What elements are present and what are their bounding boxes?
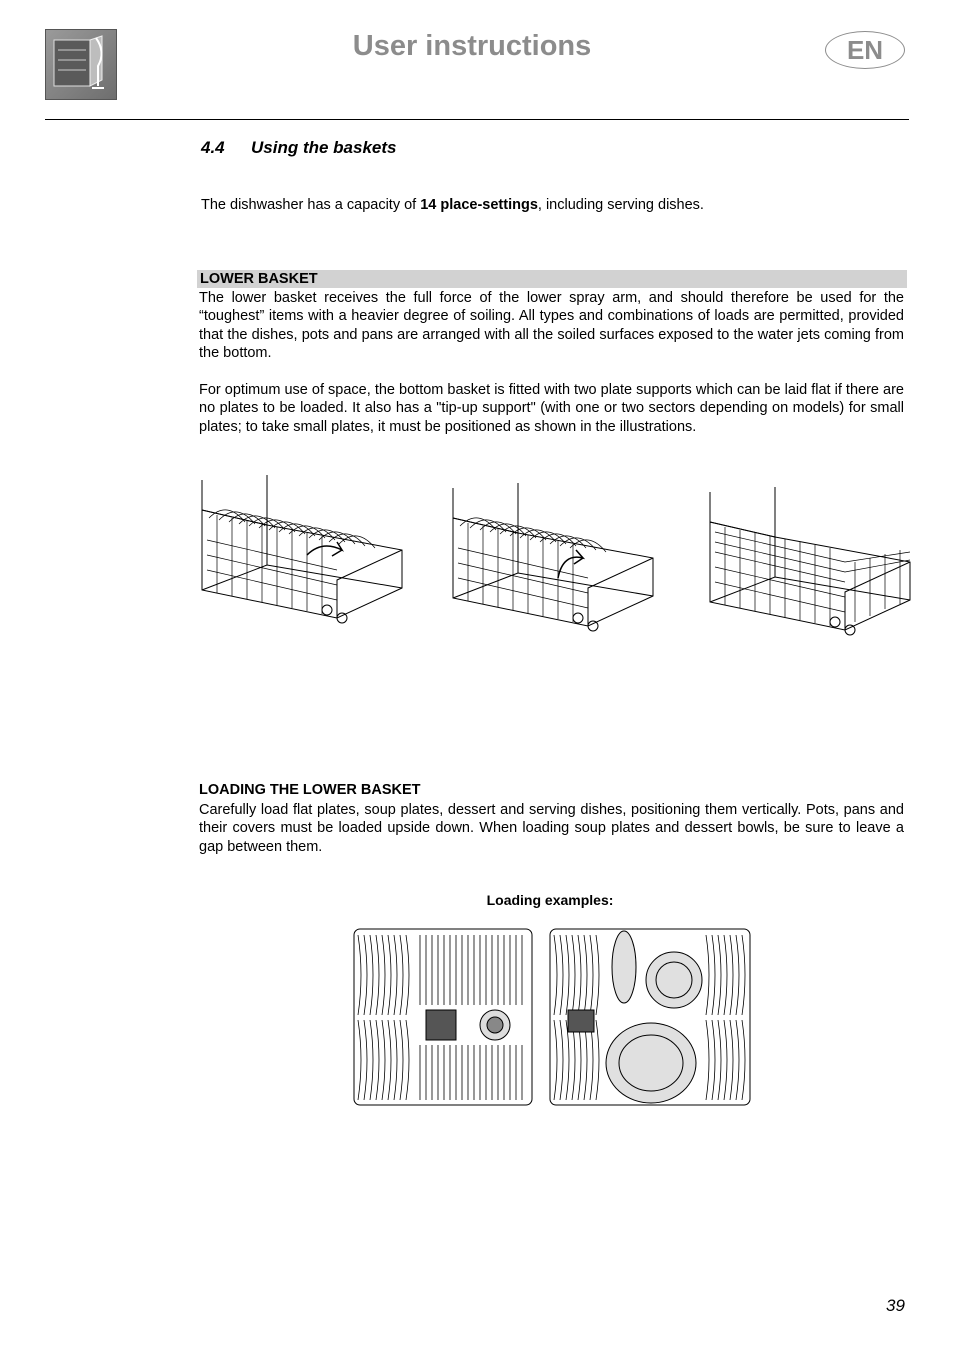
intro-text-bold: 14 place-settings [420,197,538,213]
loading-example-1 [350,925,536,1110]
lower-basket-paragraph-2: For optimum use of space, the bottom basket is fitted with two plate supports which can be laid flat if there are no plates to be loaded. It also has a "tip-up support" (with one or two sectors depending on models) for small plates; to take small plates, it must be positioned as shown in the illustrations. [199,382,904,435]
section-heading: Using the baskets [251,138,397,157]
loading-examples-caption: Loading examples: [486,892,614,908]
basket-illustration-3 [705,482,915,642]
basket-illustration-2 [448,478,658,638]
intro-text-end: , including serving dishes. [537,197,704,213]
lower-basket-heading: LOWER BASKET [197,270,907,288]
lower-basket-paragraph-1: The lower basket receives the full force of the lower spray arm, and should therefore be used for the “toughest” items with a heavier degree of soiling. All types and combinations of loads are permitted, provided that the dishes, pots and pans are arranged with all the soiled surfaces exposed to the water jets coming from the bottom. [199,290,904,361]
basket-illustration-1 [197,470,407,630]
page-number: 39 [886,1296,905,1315]
loading-heading: LOADING THE LOWER BASKET [199,782,421,798]
intro-text [201,197,704,213]
header-divider [45,119,909,120]
section-number: 4.4 [201,138,225,157]
section-title [201,138,397,158]
page-header-title: User instructions [352,30,592,62]
intro-text-start: The dishwasher has a capacity of [201,197,421,213]
loading-example-2 [546,925,754,1110]
loading-paragraph: Carefully load flat plates, soup plates, dessert and serving dishes, positioning them vertically. Pots, pans and their covers must be loaded upside down. When loading soup plates and dessert bowls, be sure to leave a gap between them. [199,802,904,855]
language-badge: EN [825,31,905,69]
